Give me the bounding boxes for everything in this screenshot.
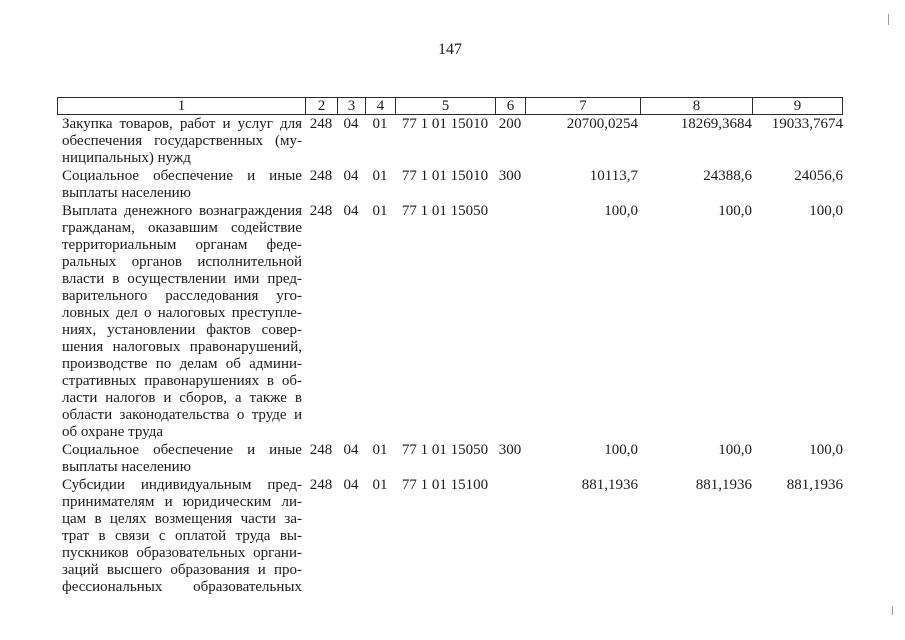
word: и [247,442,256,458]
word: Закупка [62,116,113,132]
word: (му- [275,133,302,149]
word: власти [62,271,105,287]
word: иные [269,168,302,184]
cell-col-3: 04 [343,168,359,184]
word: для [279,116,302,132]
word: производстве [62,356,148,372]
description-line [62,494,302,511]
word: преступле- [231,305,302,321]
word: админи- [249,356,302,372]
word: и [293,407,302,423]
row-description [57,168,305,202]
word: органов [131,254,182,270]
cell-col-4: 01 [372,116,388,132]
cell-col-6: 200 [498,116,522,132]
word: налоговых [112,339,181,355]
page-number: 147 [438,41,462,58]
word: юридическим [182,494,272,510]
description-line [62,305,302,322]
cell-col-4: 01 [372,442,388,458]
word: и [164,494,173,510]
word: стративных [62,373,137,389]
budget-table [57,97,843,596]
word: ральных [62,254,117,270]
word: услуг [237,116,273,132]
cell-col-5: 77 1 01 15100 [401,477,489,493]
word: в [294,390,302,406]
cell-col-2: 248 [309,442,333,458]
header-cell-col-7: 7 [525,98,640,114]
word: денежного [124,203,193,219]
word: высшего [106,562,163,578]
table-row [57,115,843,167]
word: Выплата [62,203,118,219]
word: образовательных [193,579,302,595]
cell-col-2: 248 [309,116,333,132]
word: про- [273,562,302,578]
word: совер- [261,322,302,338]
word: уго- [276,288,302,304]
header-cell-col-1: 1 [57,98,305,114]
description-line [62,356,302,373]
table-row [57,476,843,596]
word: за- [284,511,302,527]
cell-col-6 [495,203,525,441]
cell-col-8: 100,0 [718,442,752,458]
header-cell-col-4: 4 [365,98,395,114]
word: о [236,407,245,423]
word: в [98,528,106,544]
word: образовательных [136,545,246,561]
description-line [62,168,302,185]
header-cell-col-5: 5 [395,98,495,114]
description-line [62,477,302,494]
cell-col-8: 100,0 [718,203,752,219]
cell-col-3: 04 [343,477,359,493]
description-line [62,579,302,596]
word: в [94,511,102,527]
word: содействие [230,220,302,236]
cell-col-7: 100,0 [604,442,638,458]
row-description [57,442,305,476]
word: и [247,168,256,184]
word: обеспечения [62,133,143,149]
cell-col-3: 04 [343,116,359,132]
word: целях [109,511,147,527]
word: ими [233,271,260,287]
word: законодательства [119,407,230,423]
word: вы- [279,528,302,544]
word: вознаграждения [198,203,302,219]
description-line [62,339,302,356]
word: об [225,356,241,372]
word: труда [235,528,271,544]
word: оплатой [174,528,227,544]
description-line: выплаты населению [62,459,191,475]
description-line [62,237,302,254]
cell-col-4: 01 [372,203,388,219]
word: пред- [267,477,302,493]
row-description [57,116,305,167]
word: ниях, [62,322,97,338]
word: органи- [253,545,302,561]
word: ловных [62,305,110,321]
word: ласти [62,390,98,406]
word: дел [115,305,138,321]
word: сборов, [179,390,228,406]
word: Социальное [62,168,140,184]
word: оказавшим [147,220,218,236]
cell-col-9: 19033,7674 [771,116,843,132]
cell-col-7: 881,1936 [581,477,638,493]
word: цам [62,511,87,527]
description-line: выплаты населению [62,185,191,201]
word: труде [251,407,287,423]
header-cell-col-2: 2 [305,98,337,114]
description-line [62,545,302,562]
description-line [62,528,302,545]
word: обеспечение [153,442,233,458]
word: пред- [267,271,302,287]
cell-col-7: 10113,7 [589,168,638,184]
word: осуществлении [127,271,226,287]
word: о [143,305,152,321]
word: фактов [206,322,251,338]
cell-col-6: 300 [498,168,522,184]
word: и [163,390,172,406]
scan-mark [888,14,889,25]
word: правонарушений, [189,339,302,355]
description-line: ниципальных) нужд [62,150,191,166]
description-line [62,271,302,288]
word: товаров, [119,116,173,132]
word: налоговых [157,305,226,321]
description-line: об охране труда [62,424,163,440]
cell-col-4: 01 [372,477,388,493]
word: установлении [107,322,196,338]
description-line [62,116,302,133]
word: а [234,390,242,406]
word: фессиональных [62,579,163,595]
word: феде- [266,237,302,253]
cell-col-2: 248 [309,477,333,493]
description-line [62,390,302,407]
word: варительного [62,288,148,304]
cell-col-7: 100,0 [604,203,638,219]
word: налогов [105,390,156,406]
word: части [240,511,277,527]
description-line [62,203,302,220]
word: государственных [154,133,264,149]
table-row [57,441,843,476]
cell-col-8: 18269,3684 [680,116,752,132]
word: гражданам, [62,220,135,236]
scan-mark [892,606,893,615]
cell-col-5: 77 1 01 15050 [401,442,489,458]
cell-col-9: 881,1936 [786,477,843,493]
cell-col-6: 300 [498,442,522,458]
cell-col-8: 881,1936 [695,477,752,493]
description-line [62,407,302,424]
word: возмещения [154,511,233,527]
word: по [155,356,172,372]
description-line [62,442,302,459]
cell-col-5: 77 1 01 15010 [401,168,489,184]
word: и [257,562,266,578]
header-cell-col-8: 8 [640,98,752,114]
description-line [62,254,302,271]
cell-col-4: 01 [372,168,388,184]
word: заций [62,562,99,578]
word: Субсидии [62,477,125,493]
word: расследования [165,288,259,304]
cell-col-9: 100,0 [809,442,843,458]
description-line [62,322,302,339]
description-line [62,373,302,390]
word: области [62,407,113,423]
description-line [62,562,302,579]
description-line [62,133,302,150]
description-line [62,511,302,528]
header-cell-col-6: 6 [495,98,525,114]
description-line [62,288,302,305]
description-line [62,220,302,237]
word: органам [195,237,248,253]
row-description [57,203,305,441]
word: принимателям [62,494,155,510]
cell-col-3: 04 [343,442,359,458]
word: иные [269,442,302,458]
word: обеспечение [153,168,233,184]
word: шения [62,339,104,355]
word: территориальным [62,237,177,253]
word: Социальное [62,442,140,458]
word: с [158,528,166,544]
word: делам [179,356,218,372]
table-header-row [57,97,843,115]
word: ли- [281,494,302,510]
word: образования [170,562,250,578]
word: работ [179,116,216,132]
cell-col-2: 248 [309,168,333,184]
header-cell-col-3: 3 [337,98,365,114]
cell-col-5: 77 1 01 15010 [401,116,489,132]
table-row [57,202,843,441]
cell-col-2: 248 [309,203,333,219]
cell-col-6 [495,477,525,596]
word: исполнительной [197,254,302,270]
word: правонарушениях [144,373,260,389]
cell-col-9: 24056,6 [794,168,843,184]
word: также [249,390,287,406]
word: об- [281,373,302,389]
cell-col-9: 100,0 [809,203,843,219]
word: трат [62,528,90,544]
word: связи [115,528,150,544]
word: в [266,373,275,389]
cell-col-5: 77 1 01 15050 [401,203,489,219]
word: и [222,116,231,132]
cell-col-8: 24388,6 [703,168,752,184]
table-row [57,167,843,202]
cell-col-7: 20700,0254 [566,116,638,132]
word: индивидуальным [140,477,252,493]
word: пускников [62,545,129,561]
header-cell-col-9: 9 [752,98,843,114]
cell-col-3: 04 [343,203,359,219]
word: в [112,271,120,287]
row-description [57,477,305,596]
